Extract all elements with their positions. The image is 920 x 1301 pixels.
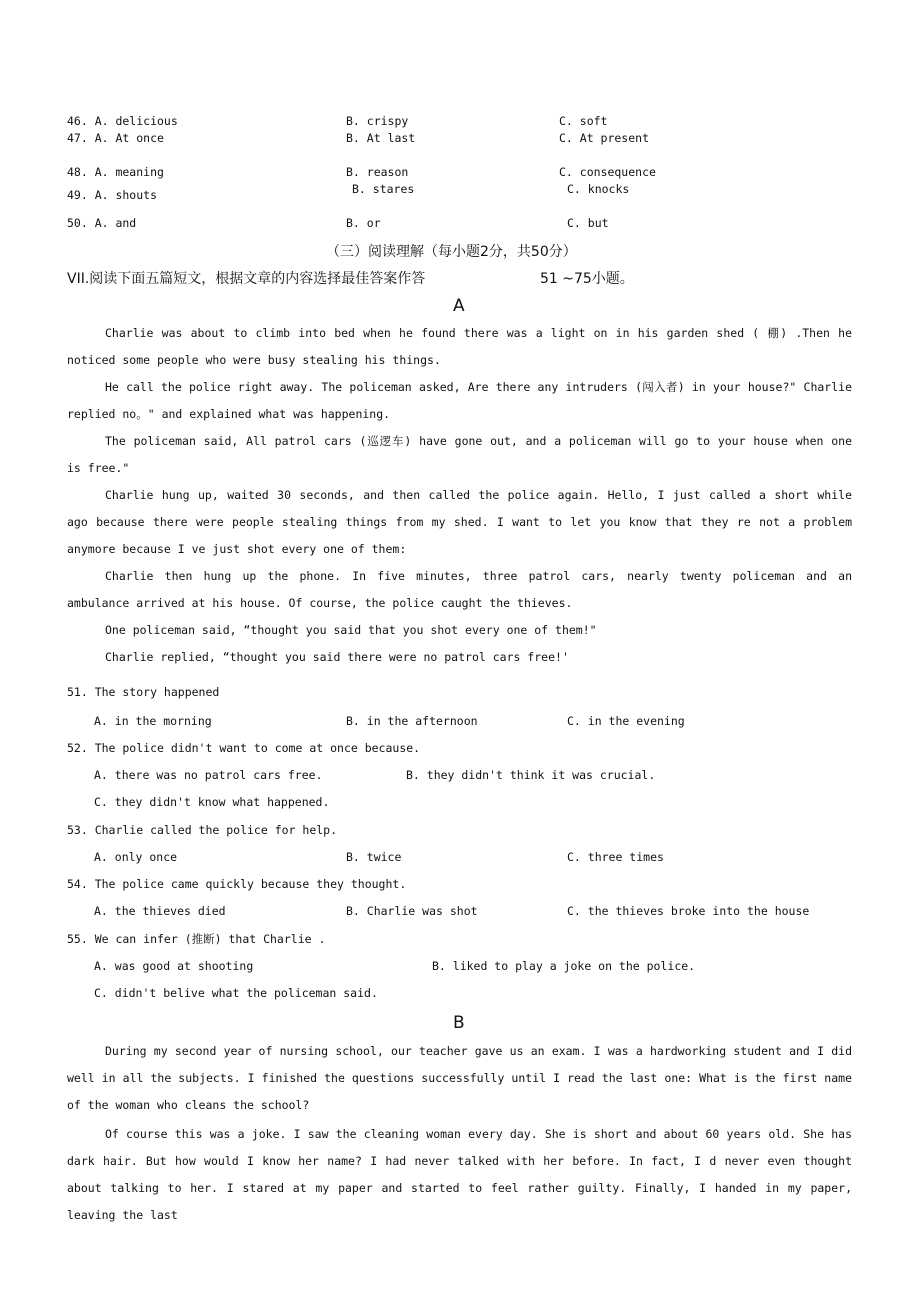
question-55-option-b: B. liked to play a joke on the police. [432, 959, 696, 973]
passage-a-para-7: Charlie replied, “thought you said there were no patrol cars free!' [105, 650, 569, 664]
question-55-option-c: C. didn't belive what the policeman said. [94, 986, 378, 1000]
mc-48-a: 48. A. meaning [67, 165, 164, 179]
passage-b-letter: B [453, 1013, 465, 1033]
question-54-stem: 54. The police came quickly because they thought. [67, 877, 407, 891]
question-51-option-b: B. in the afternoon [346, 714, 478, 728]
question-53-option-c: C. three times [567, 850, 664, 864]
mc-49-b: B. stares [352, 182, 415, 196]
question-51-stem: 51. The story happened [67, 685, 220, 699]
mc-47-b: B. At last [346, 131, 416, 145]
passage-a-para-6: One policeman said, “thought you said that you shot every one of them!" [105, 623, 597, 637]
passage-a-para-3: The policeman said, All patrol cars (巡逻车) have gone out, and a policeman will go to your house when one is free." [67, 434, 852, 475]
passage-a-para-1: Charlie was about to climb into bed when he found there was a light on in his garden shed ( 棚) .Then he noticed some people who were busy stealing his things. [67, 326, 852, 367]
question-53-option-a: A. only once [94, 850, 178, 864]
mc-46-b: B. crispy [346, 114, 409, 128]
mc-47-a: 47. A. At once [67, 131, 164, 145]
question-53-stem: 53. Charlie called the police for help. [67, 823, 338, 837]
question-52-option-a: A. there was no patrol cars free. [94, 768, 323, 782]
mc-49-c: C. knocks [567, 182, 630, 196]
question-55-option-a: A. was good at shooting [94, 959, 254, 973]
mc-48-c: C. consequence [559, 165, 656, 179]
question-52-option-c: C. they didn't know what happened. [94, 795, 330, 809]
mc-50-a: 50. A. and [67, 216, 137, 230]
mc-47-c: C. At present [559, 131, 650, 145]
section-title: （三）阅读理解（每小题2分，共50分） [326, 244, 577, 260]
question-55-stem: 55. We can infer (推断) that Charlie . [67, 932, 326, 946]
question-51-option-c: C. in the evening [567, 714, 685, 728]
passage-a-letter: A [453, 296, 465, 316]
mc-46-a: 46. A. delicious [67, 114, 178, 128]
passage-a-para-2: He call the police right away. The policeman asked, Are there any intruders (闯入者) in your house?" Charlie replied no。" and explained what was happening. [67, 380, 852, 421]
question-53-option-b: B. twice [346, 850, 402, 864]
mc-50-c: C. but [567, 216, 609, 230]
question-54-option-b: B. Charlie was shot [346, 904, 478, 918]
mc-50-b: B. or [346, 216, 381, 230]
mc-49-a: 49. A. shouts [67, 188, 158, 202]
question-52-option-b: B. they didn't think it was crucial. [406, 768, 656, 782]
question-52-stem: 52. The police didn't want to come at once because. [67, 741, 421, 755]
passage-b-para-1: During my second year of nursing school, our teacher gave us an exam. I was a hardworking student and I did well in all the subjects. I finished the questions successfully until I read the last one: What is the first name of the woman who cleans the school? [67, 1044, 852, 1112]
question-54-option-a: A. the thieves died [94, 904, 226, 918]
mc-46-c: C. soft [559, 114, 608, 128]
question-54-option-c: C. the thieves broke into the house [567, 904, 810, 918]
question-51-option-a: A. in the morning [94, 714, 212, 728]
passage-b-para-2: Of course this was a joke. I saw the cleaning woman every day. She is short and about 60 years old. She has dark hair. But how would I know her name? I had never talked with her before. In fact, I d never even thought about talking to her. I stared at my paper and started to feel rather guilty. Finally, I handed in my paper, leaving the last [67, 1127, 852, 1222]
passage-a-para-5: Charlie then hung up the phone. In five minutes, three patrol cars, nearly twenty policeman and an ambulance arrived at his house. Of course, the police caught the thieves. [67, 569, 852, 610]
passage-a-para-4: Charlie hung up, waited 30 seconds, and then called the police again. Hello, I just called a short while ago because there were people stealing things from my shed. I want to let you know that they re not a problem anymore because I ve just shot every one of them: [67, 488, 852, 556]
instruction: VII.阅读下面五篇短文，根据文章的内容选择最佳答案作答 [67, 271, 426, 287]
instruction-range: 51 ~75小题。 [540, 271, 634, 287]
mc-48-b: B. reason [346, 165, 409, 179]
